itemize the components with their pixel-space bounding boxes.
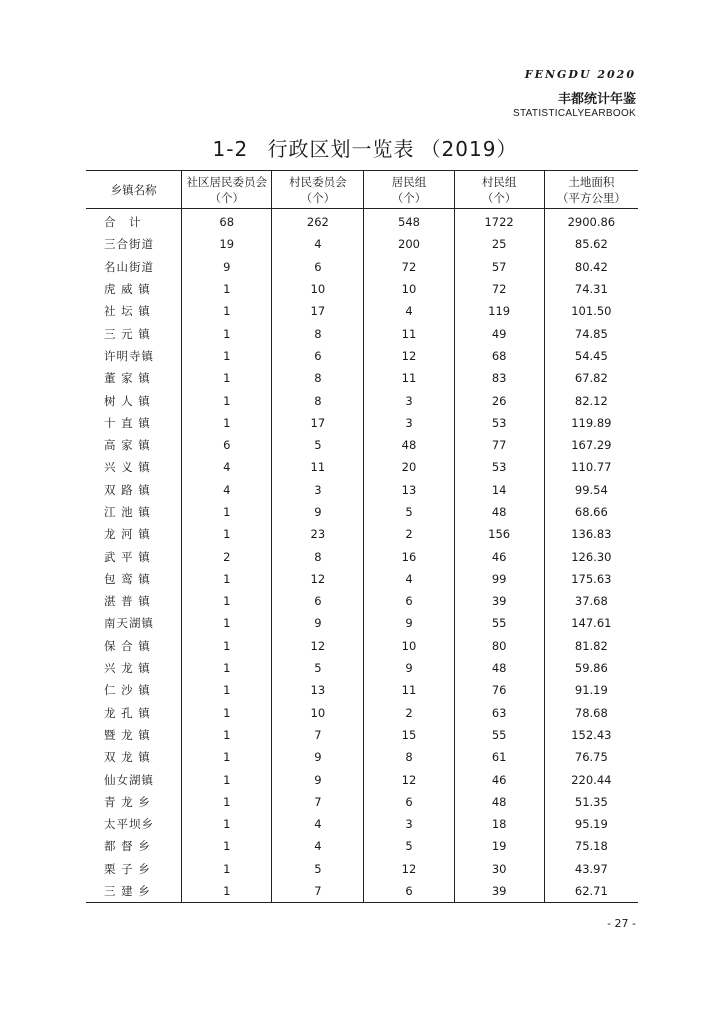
table-cell: 82.12 [574, 393, 608, 408]
township-name: 十 直 镇 [86, 412, 182, 434]
table-cell: 61 [454, 746, 544, 768]
table-cell: 1 [182, 858, 272, 880]
township-name: 三 建 乡 [86, 880, 182, 903]
table-cell: 57 [454, 256, 544, 278]
table-cell: 1 [182, 345, 272, 367]
table-cell: 76.75 [574, 750, 608, 765]
township-name: 青 龙 乡 [86, 791, 182, 813]
table-cell: 8 [272, 389, 364, 411]
table-cell: 80 [454, 635, 544, 657]
township-name: 虎 威 镇 [86, 278, 182, 300]
township-name: 武 平 镇 [86, 545, 182, 567]
table-cell: 12 [364, 768, 454, 790]
township-name: 暨 龙 镇 [86, 724, 182, 746]
table-cell: 53 [454, 412, 544, 434]
column-header [272, 171, 364, 209]
table-cell: 6 [364, 880, 454, 903]
column-header [182, 171, 272, 209]
table-body [86, 209, 638, 903]
table-row [86, 434, 638, 456]
township-name: 仁 沙 镇 [86, 679, 182, 701]
table-cell: 1 [182, 746, 272, 768]
column-label: 村民委员会 [289, 175, 347, 189]
township-name: 龙 河 镇 [86, 523, 182, 545]
table-cell: 59.86 [574, 661, 608, 676]
column-label: 社区居民委员会 [186, 175, 267, 189]
table-cell: 1 [182, 322, 272, 344]
table-cell: 76 [454, 679, 544, 701]
table-cell: 1 [182, 635, 272, 657]
table-cell: 62.71 [544, 880, 638, 903]
column-unit: （平方公里） [556, 191, 626, 205]
table-cell: 4 [272, 233, 364, 255]
table-cell: 68 [454, 345, 544, 367]
table-cell: 5 [272, 657, 364, 679]
table-cell: 48 [364, 434, 454, 456]
table-cell: 68 [182, 209, 272, 234]
table-cell: 23 [272, 523, 364, 545]
table-cell: 5 [364, 501, 454, 523]
table-row [86, 568, 638, 590]
township-name: 双 路 镇 [86, 479, 182, 501]
page-number: - 27 - [607, 917, 636, 930]
table-cell: 9 [272, 746, 364, 768]
table-row [86, 768, 638, 790]
table-cell: 262 [272, 209, 364, 234]
township-name: 社 坛 镇 [86, 300, 182, 322]
column-label: 村民组 [481, 175, 517, 189]
table-cell: 5 [364, 835, 454, 857]
table-cell: 78.68 [574, 705, 608, 720]
table-cell: 91.19 [574, 683, 608, 698]
table-cell: 119 [454, 300, 544, 322]
table-cell: 10 [272, 278, 364, 300]
table-cell: 46 [454, 545, 544, 567]
table-cell: 72 [364, 256, 454, 278]
township-name: 兴 义 镇 [86, 456, 182, 478]
table-cell: 48 [454, 791, 544, 813]
table-cell: 9 [272, 768, 364, 790]
column-label: 土地面积 [568, 175, 615, 189]
yearbook-header-cn: 丰都统计年鉴 [557, 92, 636, 107]
table-cell: 9 [272, 612, 364, 634]
table-cell: 6 [272, 256, 364, 278]
table-number: 1-2 [212, 137, 249, 161]
table-cell: 6 [182, 434, 272, 456]
page-title [0, 133, 724, 162]
table-cell: 51.35 [574, 794, 608, 809]
table-cell: 9 [364, 612, 454, 634]
column-unit: （个） [481, 191, 517, 205]
township-name: 保 合 镇 [86, 635, 182, 657]
table-cell: 63 [454, 702, 544, 724]
table-cell: 25 [454, 233, 544, 255]
table-cell: 5 [272, 434, 364, 456]
table-cell: 11 [364, 679, 454, 701]
table-cell: 12 [272, 635, 364, 657]
table-cell: 99 [454, 568, 544, 590]
table-cell: 48 [454, 657, 544, 679]
table-cell: 37.68 [574, 594, 608, 609]
table-cell: 1 [182, 412, 272, 434]
column-header [364, 171, 454, 209]
table-cell: 12 [364, 345, 454, 367]
township-name: 栗 子 乡 [86, 858, 182, 880]
table-cell: 6 [364, 590, 454, 612]
column-header [544, 171, 638, 209]
table-cell: 1 [182, 791, 272, 813]
table-cell: 8 [272, 545, 364, 567]
township-name: 湛 普 镇 [86, 590, 182, 612]
table-cell: 48 [454, 501, 544, 523]
township-name: 三 元 镇 [86, 322, 182, 344]
township-name: 名山街道 [86, 256, 182, 278]
township-name: 兴 龙 镇 [86, 657, 182, 679]
table-cell: 10 [272, 702, 364, 724]
table-cell: 53 [454, 456, 544, 478]
column-label: 乡镇名称 [110, 183, 157, 197]
table-cell: 49 [454, 322, 544, 344]
table-cell: 11 [364, 367, 454, 389]
column-label: 居民组 [391, 175, 427, 189]
table-cell: 13 [364, 479, 454, 501]
table-cell: 54.45 [574, 348, 608, 363]
column-unit: （个） [391, 191, 427, 205]
table-cell: 74.31 [574, 282, 608, 297]
table-cell: 55 [454, 612, 544, 634]
table-cell: 1 [182, 657, 272, 679]
table-row [86, 456, 638, 478]
table-row [86, 813, 638, 835]
table-cell: 2900.86 [567, 215, 616, 230]
table-cell: 11 [272, 456, 364, 478]
table-cell: 95.19 [574, 817, 608, 832]
table-cell: 3 [364, 389, 454, 411]
table-cell: 1 [182, 523, 272, 545]
table-row [86, 322, 638, 344]
table-cell: 126.30 [571, 549, 612, 564]
table-row [86, 657, 638, 679]
township-name: 江 池 镇 [86, 501, 182, 523]
column-header [86, 171, 182, 209]
township-name: 许明寺镇 [86, 345, 182, 367]
table-row [86, 300, 638, 322]
table-row [86, 746, 638, 768]
table-cell: 7 [272, 724, 364, 746]
table-cell: 13 [272, 679, 364, 701]
table-row [86, 345, 638, 367]
table-cell: 17 [272, 412, 364, 434]
table-row [86, 389, 638, 411]
table-cell: 30 [454, 858, 544, 880]
table-cell: 6 [272, 345, 364, 367]
table-year: （2019） [420, 137, 518, 161]
table-cell: 6 [364, 791, 454, 813]
table-cell: 7 [272, 880, 364, 903]
township-name: 龙 孔 镇 [86, 702, 182, 724]
table-cell: 15 [364, 724, 454, 746]
table-cell: 548 [364, 209, 454, 234]
table-cell: 43.97 [574, 861, 608, 876]
admin-division-table [86, 170, 638, 903]
township-name: 南天湖镇 [86, 612, 182, 634]
table-cell: 1 [182, 768, 272, 790]
table-cell: 68.66 [574, 505, 608, 519]
table-cell: 14 [454, 479, 544, 501]
table-cell: 39 [454, 880, 544, 903]
table-cell: 9 [182, 256, 272, 278]
table-cell: 74.85 [574, 326, 608, 341]
table-row [86, 367, 638, 389]
table-cell: 16 [364, 545, 454, 567]
table-cell: 99.54 [574, 482, 608, 497]
table-cell: 8 [364, 746, 454, 768]
table-cell: 85.62 [574, 237, 608, 252]
township-name: 都 督 乡 [86, 835, 182, 857]
table-row [86, 233, 638, 255]
table-row [86, 858, 638, 880]
column-header [454, 171, 544, 209]
township-name: 合 计 [86, 209, 182, 234]
table-row [86, 523, 638, 545]
township-name: 太平坝乡 [86, 813, 182, 835]
table-cell: 4 [182, 479, 272, 501]
table-cell: 5 [272, 858, 364, 880]
table-cell: 220.44 [571, 772, 612, 787]
table-header-row [86, 171, 638, 209]
table-cell: 8 [272, 322, 364, 344]
table-cell: 39 [454, 590, 544, 612]
table-cell: 7 [272, 791, 364, 813]
table-cell: 18 [454, 813, 544, 835]
table-cell: 9 [272, 501, 364, 523]
township-name: 树 人 镇 [86, 389, 182, 411]
township-name: 高 家 镇 [86, 434, 182, 456]
table-cell: 3 [272, 479, 364, 501]
table-cell: 1 [182, 702, 272, 724]
table-cell: 4 [182, 456, 272, 478]
table-cell: 101.50 [571, 304, 612, 319]
table-cell: 110.77 [571, 460, 612, 475]
table-cell: 1 [182, 880, 272, 903]
table-cell: 2 [364, 702, 454, 724]
table-cell: 4 [272, 813, 364, 835]
table-cell: 26 [454, 389, 544, 411]
table-cell: 8 [272, 367, 364, 389]
township-name: 三合街道 [86, 233, 182, 255]
table-cell: 1 [182, 300, 272, 322]
table-row [86, 612, 638, 634]
table-cell: 81.82 [574, 638, 608, 653]
table-row [86, 702, 638, 724]
table-cell: 1 [182, 278, 272, 300]
table-title: 行政区划一览表 [267, 137, 415, 161]
table-row [86, 412, 638, 434]
table-cell: 3 [364, 412, 454, 434]
table-cell: 72 [454, 278, 544, 300]
table-cell: 2 [364, 523, 454, 545]
table-cell: 1 [182, 501, 272, 523]
township-name: 仙女湖镇 [86, 768, 182, 790]
table-cell: 1722 [454, 209, 544, 234]
table-cell: 10 [364, 278, 454, 300]
yearbook-subtitle: STATISTICALYEARBOOK [513, 108, 636, 119]
table-cell: 9 [364, 657, 454, 679]
table-cell: 1 [182, 724, 272, 746]
table-cell: 4 [364, 300, 454, 322]
table-cell: 1 [182, 367, 272, 389]
table-row [86, 635, 638, 657]
column-unit: （个） [209, 191, 244, 205]
table-cell: 1 [182, 835, 272, 857]
column-unit: （个） [300, 191, 336, 205]
township-name: 双 龙 镇 [86, 746, 182, 768]
table-cell: 55 [454, 724, 544, 746]
table-row [86, 501, 638, 523]
table-cell: 1 [182, 590, 272, 612]
table-cell: 136.83 [571, 527, 612, 542]
table-cell: 80.42 [574, 259, 608, 274]
township-name: 董 家 镇 [86, 367, 182, 389]
table-row [86, 479, 638, 501]
yearbook-header-en: FENGDU 2020 [524, 68, 636, 81]
table-cell: 1 [182, 679, 272, 701]
table-row [86, 724, 638, 746]
table-cell: 3 [364, 813, 454, 835]
table-row [86, 679, 638, 701]
table-cell: 167.29 [571, 438, 612, 453]
table-cell: 4 [272, 835, 364, 857]
table-cell: 1 [182, 813, 272, 835]
table-cell: 12 [364, 858, 454, 880]
table-cell: 1 [182, 612, 272, 634]
table-row [86, 278, 638, 300]
table-cell: 19 [182, 233, 272, 255]
table-row [86, 791, 638, 813]
table-cell: 83 [454, 367, 544, 389]
table-cell: 46 [454, 768, 544, 790]
table-cell: 20 [364, 456, 454, 478]
table-cell: 1 [182, 568, 272, 590]
table-cell: 12 [272, 568, 364, 590]
table-cell: 77 [454, 434, 544, 456]
table-cell: 1 [182, 389, 272, 411]
table-cell: 10 [364, 635, 454, 657]
table-row [86, 545, 638, 567]
table-row [86, 590, 638, 612]
table-cell: 67.82 [574, 371, 608, 386]
table-row [86, 880, 638, 903]
table-cell: 200 [364, 233, 454, 255]
total-row [86, 209, 638, 234]
table-row [86, 256, 638, 278]
table-cell: 11 [364, 322, 454, 344]
table-cell: 17 [272, 300, 364, 322]
table-row [86, 835, 638, 857]
table-cell: 156 [454, 523, 544, 545]
table-cell: 119.89 [571, 415, 612, 430]
table-cell: 6 [272, 590, 364, 612]
table-cell: 75.18 [574, 839, 608, 854]
township-name: 包 鸾 镇 [86, 568, 182, 590]
table-cell: 175.63 [571, 571, 612, 586]
table-cell: 2 [182, 545, 272, 567]
table-cell: 147.61 [571, 616, 612, 631]
table-cell: 4 [364, 568, 454, 590]
table-cell: 152.43 [571, 727, 612, 742]
table-cell: 19 [454, 835, 544, 857]
